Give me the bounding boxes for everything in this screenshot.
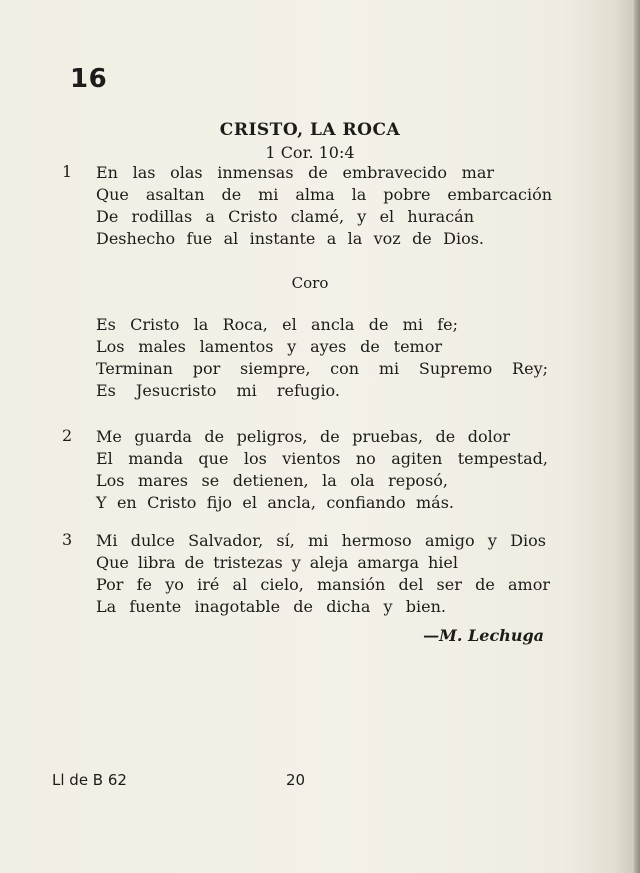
- hymn-number: 16: [70, 64, 108, 94]
- stanza-line: Que libra de tristezas y aleja amarga hiel: [96, 553, 458, 572]
- chorus: [62, 314, 552, 402]
- stanza-line: En las olas inmensas de embravecido mar: [96, 163, 494, 182]
- stanza-line: La fuente inagotable de dicha y bien.: [96, 597, 446, 616]
- scripture-reference: 1 Cor. 10:4: [265, 143, 355, 162]
- stanza-line: Y en Cristo fijo el ancla, confiando más.: [96, 493, 454, 512]
- hymn-title: CRISTO, LA ROCA: [219, 120, 401, 140]
- stanza-line: Deshecho fue al instante a la voz de Dios.: [96, 229, 484, 248]
- stanza-2: [62, 426, 552, 514]
- stanza-line: De rodillas a Cristo clamé, y el huracán: [96, 207, 474, 226]
- stanza-line: Los mares se detienen, la ola reposó,: [96, 471, 448, 490]
- stanza-line: Por fe yo iré al cielo, mansión del ser de amor: [96, 575, 550, 594]
- stanza-number: 1: [62, 162, 73, 181]
- stanza-number: 2: [62, 426, 73, 445]
- stanza-line: Que asaltan de mi alma la pobre embarcación: [96, 185, 552, 204]
- chorus-label: Coro: [291, 274, 329, 292]
- stanza-3: [62, 530, 552, 618]
- page-edge-shadow: [634, 0, 640, 873]
- stanza-line: Me guarda de peligros, de pruebas, de dolor: [96, 427, 510, 446]
- author-attribution: —M. Lechuga: [423, 626, 544, 645]
- stanza-line: El manda que los vientos no agiten tempestad,: [96, 449, 548, 468]
- chorus-line: Los males lamentos y ayes de temor: [96, 337, 442, 356]
- stanza-line: Mi dulce Salvador, sí, mi hermoso amigo y Dios: [96, 531, 546, 550]
- chorus-line: Es Cristo la Roca, el ancla de mi fe;: [96, 315, 458, 334]
- footer-code: Ll de B 62: [52, 771, 127, 789]
- page-number: 20: [286, 771, 306, 789]
- stanza-1: [62, 162, 552, 250]
- chorus-line: Terminan por siempre, con mi Supremo Rey;: [96, 359, 548, 378]
- chorus-line: Es Jesucristo mi refugio.: [96, 381, 340, 400]
- stanza-number: 3: [62, 530, 73, 549]
